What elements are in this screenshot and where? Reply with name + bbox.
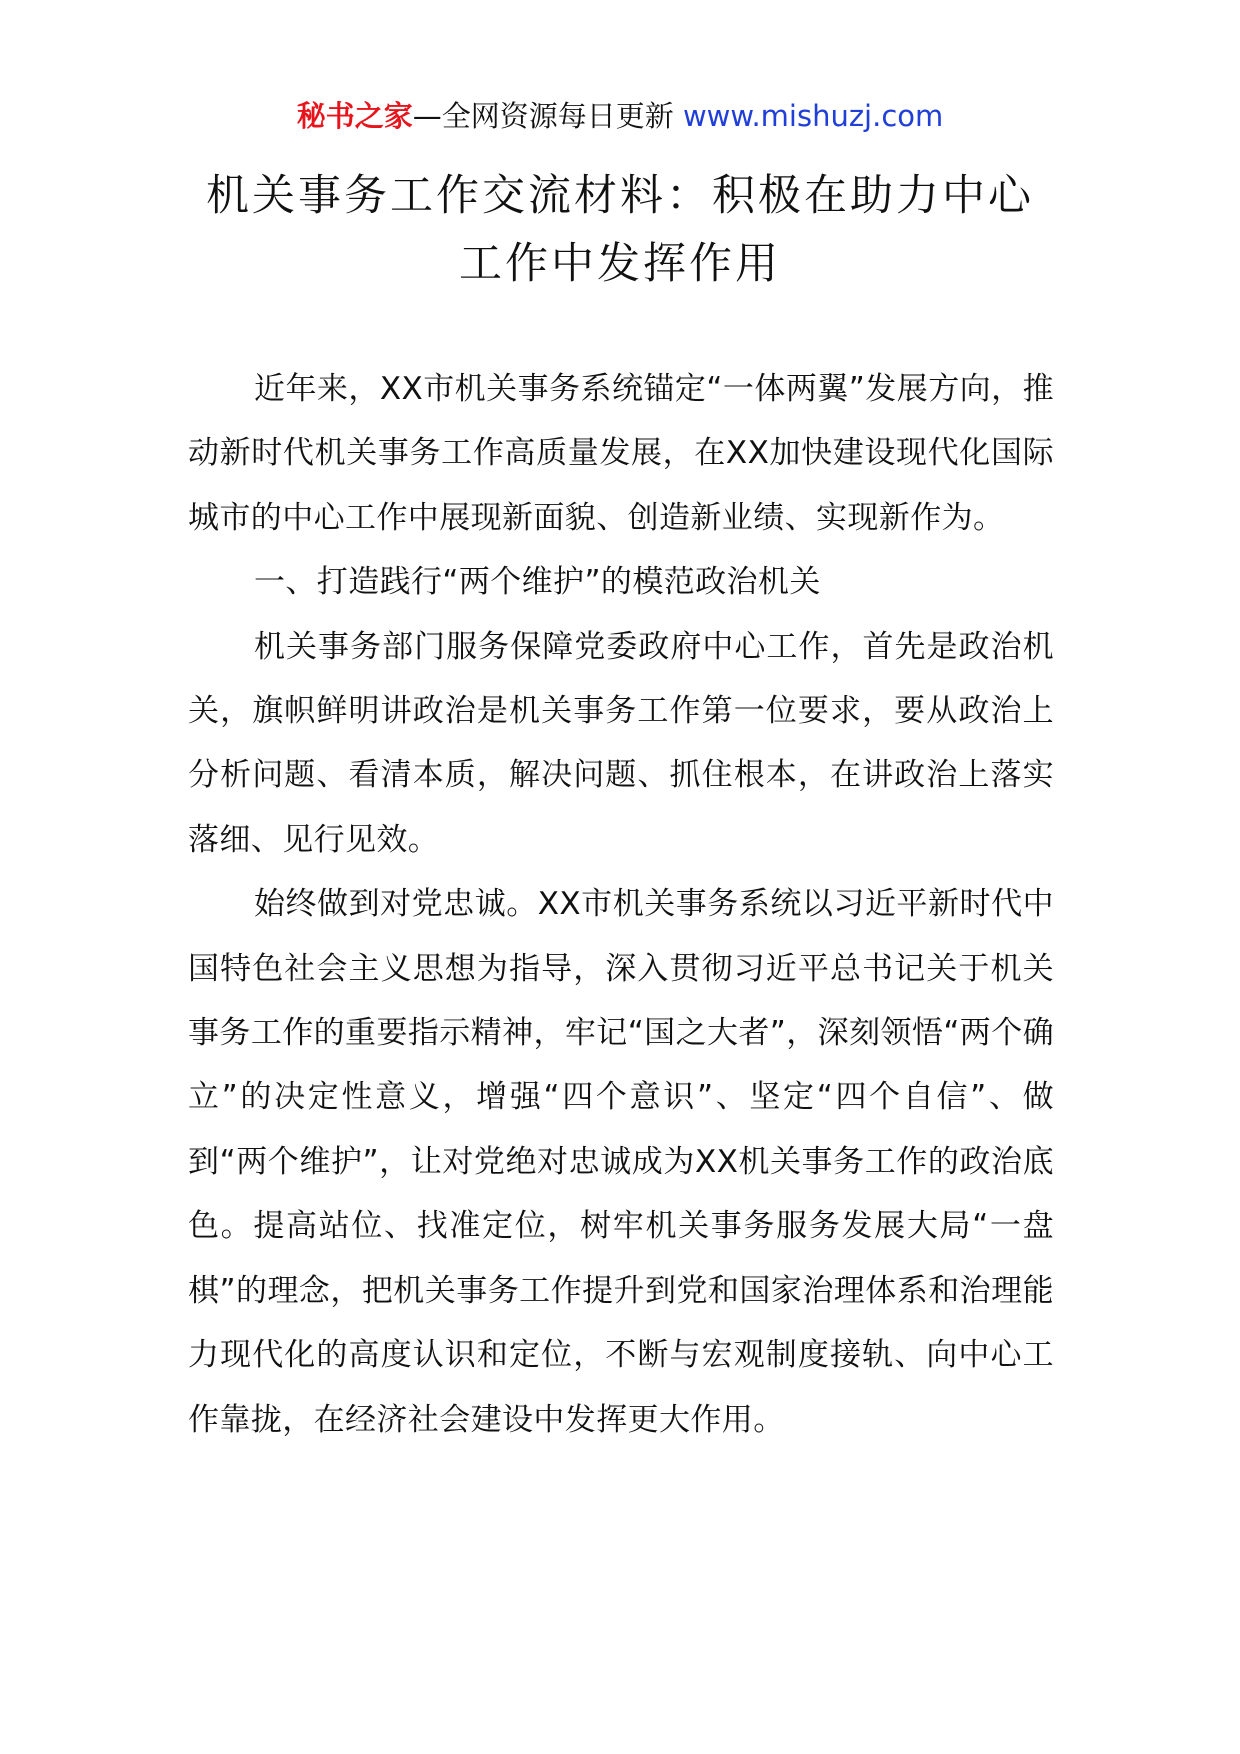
site-brand: 秘书之家 — [296, 99, 413, 133]
document-body — [188, 357, 1054, 1452]
paragraph-intro: 近年来，XX市机关事务系统锚定“一体两翼”发展方向，推动新时代机关事务工作高质量发展，在XX加快建设现代化国际城市的中心工作中展现新面貌、创造新业绩、实现新作为。 — [188, 371, 1054, 536]
section-heading-1: 一、打造践行“两个维护”的模范政治机关 — [254, 564, 821, 601]
paragraph-loyalty: 始终做到对党忠诚。XX市机关事务系统以习近平新时代中国特色社会主义思想为指导，深入贯彻习近平总书记关于机关事务工作的重要指示精神，牢记“国之大者”，深刻领悟“两个确立”的决定性意义，增强“四个意识”、坚定“四个自信”、做到“两个维护”，让对党绝对忠诚成为XX机关事务工作的政治底色。提高站位、找准定位，树牢机关事务服务发展大局“一盘棋”的理念，把机关事务工作提升到党和国家治理体系和治理能力现代化的高度认识和定位，不断与宏观制度接轨、向中心工作靠拢，在经济社会建设中发挥更大作用。 — [188, 886, 1054, 1438]
title-line-1: 机关事务工作交流材料：积极在助力中心 — [206, 171, 1034, 221]
site-tagline: —全网资源每日更新 — [412, 99, 683, 133]
title-line-2: 工作中发挥作用 — [459, 239, 781, 289]
site-url-link[interactable]: www.mishuzj.com — [682, 99, 944, 133]
site-header — [0, 96, 1240, 136]
paragraph-political-organ: 机关事务部门服务保障党委政府中心工作，首先是政治机关，旗帜鲜明讲政治是机关事务工作第一位要求，要从政治上分析问题、看清本质，解决问题、抓住根本，在讲政治上落实落细、见行见效。 — [188, 628, 1054, 858]
document-title — [150, 162, 1090, 298]
